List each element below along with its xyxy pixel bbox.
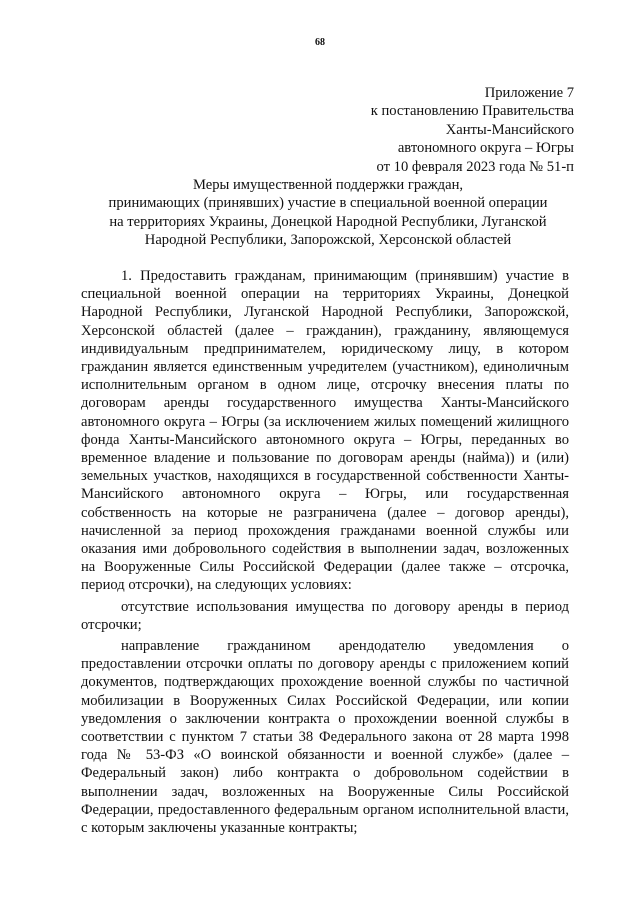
- appendix-line: Ханты-Мансийского: [445, 121, 574, 138]
- appendix-header: [274, 84, 574, 176]
- title-line: Народной Республики, Запорожской, Херсонской областей: [144, 232, 512, 249]
- document-body: [81, 267, 569, 837]
- body-paragraph: 1. Предоставить гражданам, принимающим (принявшим) участие в специальной военной операции на территориях Украины, Донецкой Народной Республики, Луганской Народной Республики, Запорожской, Херсонской областей (далее – гражданин), гражданину, являющемуся индивидуальным предпринимателем, юридическому лицу, в котором гражданин является единственным учредителем (участником), единоличным исполнительным органом в одном лице, отсрочку внесения платы по договорам аренды государственного имущества Ханты-Мансийского автономного округа – Югры (за исключением жилых помещений жилищного фонда Ханты-Мансийского автономного округа – Югры, переданных во временное владение и пользование по договорам аренды (найма)) и (или) земельных участков, находящихся в государственной собственности Ханты-Мансийского автономного округа – Югры, или государственная собственность на которые не разграничена (далее – договор аренды), начисленной за период прохождения гражданами военной службы или оказания ими добровольного содействия в выполнении задач, возложенных на Вооруженные Силы Российской Федерации (далее также – отсрочка, период отсрочки), на следующих условиях:: [81, 268, 569, 594]
- appendix-line: к постановлению Правительства: [370, 103, 574, 120]
- title-line: на территориях Украины, Донецкой Народной Республики, Луганской: [109, 213, 547, 230]
- body-paragraph: направление гражданином арендодателю уведомления о предоставлении отсрочки оплаты по договору аренды с приложением копий документов, подтверждающих прохождение военной службы по частичной мобилизации в Вооруженных Силах Российской Федерации, или копии уведомления о заключении контракта о прохождении военной службы в соответствии с пунктом 7 статьи 38 Федерального закона от 28 марта 1998 года № 53-ФЗ «О воинской обязанности и военной службе» (далее – Федеральный закон) либо контракта о добровольном содействии в выполнении задач, возложенных на Вооруженные Силы Российской Федерации, предоставленного федеральным органом исполнительной власти, с которым заключены указанные контракты;: [81, 638, 569, 837]
- body-paragraph: отсутствие использования имущества по договору аренды в период отсрочки;: [81, 598, 569, 633]
- appendix-line: от 10 февраля 2023 года № 51-п: [376, 158, 574, 175]
- page-number: 68: [315, 37, 325, 48]
- appendix-line: Приложение 7: [484, 85, 574, 101]
- title-line: Меры имущественной поддержки граждан,: [192, 177, 464, 193]
- document-title: [90, 176, 566, 250]
- appendix-line: автономного округа – Югры: [397, 140, 574, 157]
- title-line: принимающих (принявших) участие в специальной военной операции: [108, 195, 548, 212]
